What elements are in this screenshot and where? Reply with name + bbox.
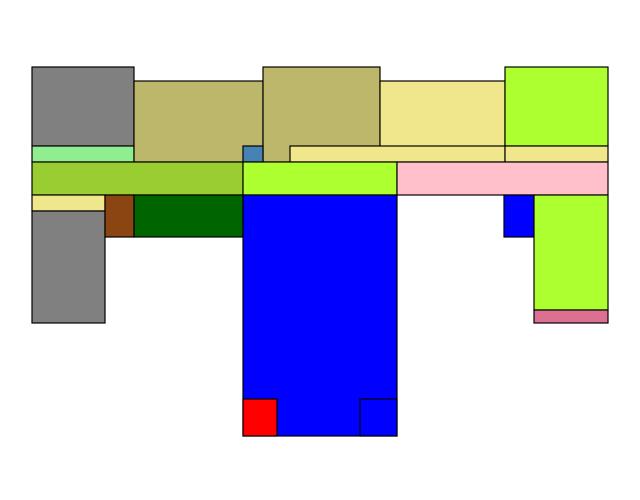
steel-blue-small <box>243 146 263 162</box>
blue-corner-block <box>360 399 397 436</box>
rose-strip <box>534 310 608 323</box>
blue-small-right <box>504 195 534 237</box>
gray-left-upper <box>32 67 134 146</box>
light-green-strip <box>32 146 134 162</box>
brown-block <box>105 195 134 237</box>
yellow-green-right-column <box>534 195 608 310</box>
pale-yellow-strip-center <box>290 146 505 162</box>
pale-yellow-small-left <box>32 195 105 211</box>
pale-yellow-strip-right <box>505 146 608 162</box>
yellow-green-top-right <box>505 67 608 146</box>
yellow-green-band <box>243 162 397 195</box>
olive-green-band <box>32 162 243 195</box>
red-corner-block <box>243 399 277 436</box>
dark-green-block <box>134 195 243 237</box>
gray-left-lower <box>32 211 105 323</box>
pink-band <box>397 162 608 195</box>
